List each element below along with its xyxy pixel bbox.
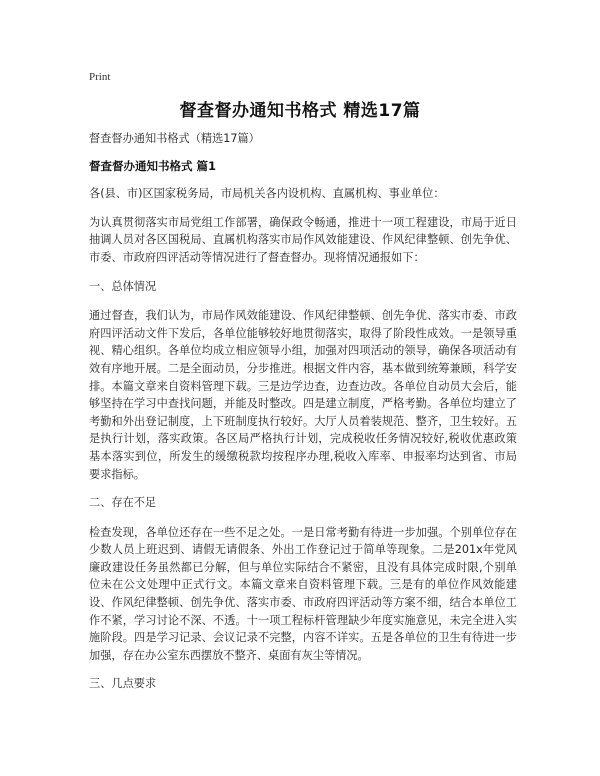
section-title: 督查督办通知书格式 篇1 [89,158,217,173]
heading-shortcomings: 二、存在不足 [89,496,157,510]
document-body [89,130,517,705]
shortcomings-paragraph: 检查发现，各单位还存在一些不足之处。一是日常考勤有待进一步加强。个别单位存在少数人员上班迟到、请假无请假条、外出工作登记过于简单等现象。二是201x年党风廉政建设任务虽然都已分解，但与单位实际结合不紧密，且没有具体完成时限,个别单位未在公文处理中正式行文。本篇文章来自资料管理下载。三是有的单位作风效能建设、作风纪律整顿、创先争优、落实市委、市政府四评活动等方案不细，结合本单位工作不紧，学习讨论不深、不透。十一项工程标杆管理缺少年度实施意见，未完全进入实施阶段。四是学习记录、会议记录不完整，内容不详实。五是各单位的卫生有待进一步加强，存在办公室东西摆放不整齐、桌面有灰尘等情况。 [89,525,517,662]
addressee-paragraph: 各(县、市)区国家税务局，市局机关各内设机构、直属机构、事业单位： [89,187,445,201]
heading-requirements: 三、几点要求 [89,677,157,691]
overall-paragraph: 通过督查，我们认为，市局作风效能建设、作风纪律整顿、创先争优、落实市委、市政府四评活动文件下发后，各单位能够较好地贯彻落实，取得了阶段性成效。一是领导重视、精心组织。各单位均成立相应领导小组，加强对四项活动的领导，确保各项活动有效有序地开展。二是全面动员，分步推进。根据文件内容，基本做到统筹兼顾，科学安排。本篇文章来自资料管理下载。三是边学边查，边查边改。各单位自动员大会后，能够坚持在学习中查找问题，并能及时整改。四是建立制度，严格考勤。各单位均建立了考勤和外出登记制度，上下班制度执行较好。大厅人员着装规范、整齐，卫生较好。五是执行计划，落实政策。各区局严格执行计划，完成税收任务情况较好,税收优惠政策基本落实到位，所发生的缓缴税款均按程序办理,税收入库率、申报率均达到省、市局要求指标。 [89,309,517,481]
print-label[interactable]: Print [89,71,111,83]
heading-overall: 一、总体情况 [89,279,157,293]
intro-paragraph: 为认真贯彻落实市局党组工作部署，确保政令畅通，推进十一项工程建设，市局于近日抽调人员对各区国税局、直属机构落实市局作风效能建设、作风纪律整顿、创先争优、市委、市政府四评活动等情况进行了督查督办。现将情况通报如下： [89,215,517,264]
document-title: 督查督办通知书格式 精选17篇 [179,101,421,121]
document-subtitle: 督查督办通知书格式（精选17篇） [89,132,260,145]
